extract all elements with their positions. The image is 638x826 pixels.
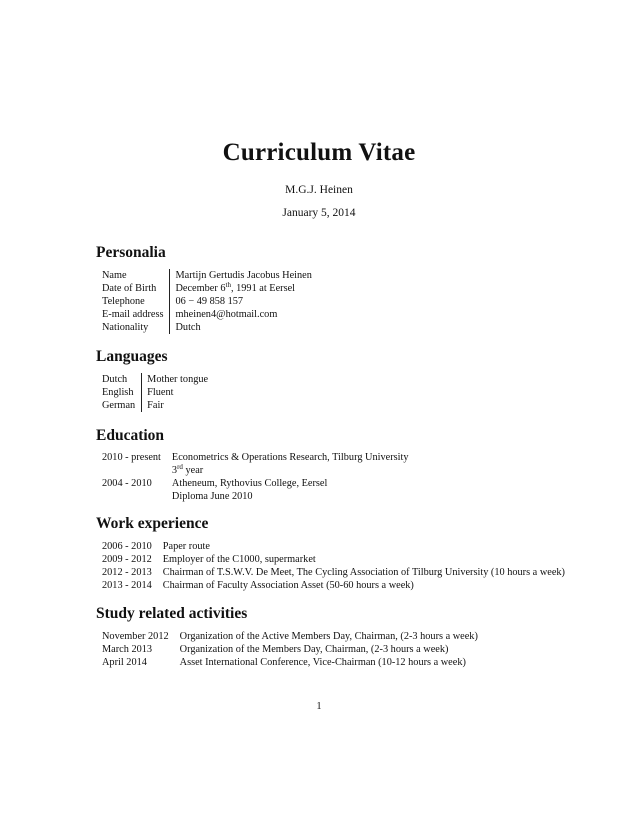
section-heading: Work experience [96, 515, 209, 532]
row-value: Dutch [170, 321, 312, 334]
row-value: Martijn Gertudis Jacobus Heinen [170, 269, 312, 282]
row-value [170, 282, 312, 295]
table-row [102, 477, 409, 490]
study-table [102, 630, 478, 669]
section-heading: Education [96, 427, 165, 444]
section-languages [96, 348, 208, 412]
section-work-experience [96, 515, 565, 592]
author-name: M.G.J. Heinen [285, 184, 353, 196]
row-value: Employer of the C1000, supermarket [162, 554, 316, 566]
table-row [102, 269, 312, 282]
row-value: Fluent [142, 386, 208, 399]
value-text: December 6 [175, 283, 226, 295]
table-row [102, 643, 478, 656]
row-value: Diploma June 2010 [171, 491, 253, 503]
row-value: Paper route [162, 541, 210, 552]
table-row [102, 321, 312, 334]
section-heading: Personalia [96, 244, 166, 261]
personalia-table [102, 269, 312, 334]
table-row [102, 399, 208, 412]
table-row [102, 540, 565, 553]
document-title: Curriculum Vitae [222, 139, 416, 166]
value-text: , 1991 at Eersel [230, 283, 296, 295]
row-value: mheinen4@hotmail.com [170, 308, 312, 321]
section-heading: Study related activities [96, 605, 248, 622]
row-label: 2013 - 2014 [102, 580, 152, 592]
row-label: 2010 - present [102, 452, 161, 463]
row-label: 2012 - 2013 [102, 567, 152, 579]
row-value: Econometrics & Operations Research, Tilburg University [171, 452, 409, 463]
row-value: Chairman of T.S.W.V. De Meet, The Cycling Association of Tilburg University (10 hours a week) [162, 567, 565, 579]
row-label: 2004 - 2010 [102, 478, 152, 490]
row-label: Date of Birth [102, 283, 157, 295]
section-education [96, 427, 409, 503]
value-text: 3 [171, 465, 178, 477]
table-row [102, 566, 565, 579]
table-row [102, 308, 312, 321]
row-value: Asset International Conference, Vice-Chairman (10-12 hours a week) [179, 657, 466, 669]
table-row [102, 464, 409, 477]
row-label: German [102, 400, 136, 412]
table-row [102, 386, 208, 399]
row-value: Chairman of Faculty Association Asset (50-60 hours a week) [162, 580, 414, 592]
table-row [102, 295, 312, 308]
table-row [102, 490, 409, 503]
row-value: Organization of the Active Members Day, Chairman, (2-3 hours a week) [179, 631, 478, 642]
row-label: March 2013 [102, 644, 153, 656]
work-table [102, 540, 565, 592]
table-row [102, 373, 208, 386]
table-row [102, 553, 565, 566]
table-row [102, 656, 478, 669]
row-value: Organization of the Members Day, Chairman, (2-3 hours a week) [179, 644, 449, 656]
row-label: 2006 - 2010 [102, 541, 152, 552]
table-row [102, 579, 565, 592]
row-label: 2009 - 2012 [102, 554, 152, 566]
value-superscript: rd [177, 463, 183, 472]
row-label: Telephone [102, 296, 145, 308]
row-label: English [102, 387, 134, 399]
row-label: Name [102, 270, 127, 281]
table-row [102, 630, 478, 643]
page-number: 1 [316, 701, 322, 712]
value-superscript: th [225, 281, 231, 290]
row-label: E-mail address [102, 309, 164, 321]
languages-table [102, 373, 208, 412]
section-personalia [96, 244, 312, 334]
row-label: November 2012 [102, 631, 169, 642]
row-value: 06 − 49 858 157 [170, 295, 312, 308]
row-value: Mother tongue [142, 373, 208, 386]
row-value [167, 464, 409, 477]
row-label: April 2014 [102, 657, 147, 669]
value-text: year [182, 465, 204, 477]
row-value: Fair [142, 399, 208, 412]
education-table [102, 451, 409, 503]
section-study-activities [96, 605, 478, 669]
table-row [102, 451, 409, 464]
document-date: January 5, 2014 [282, 207, 356, 219]
table-row [102, 282, 312, 295]
row-value: Atheneum, Rythovius College, Eersel [171, 478, 328, 490]
section-heading: Languages [96, 348, 168, 365]
row-label [102, 490, 167, 503]
row-label: Dutch [102, 374, 128, 385]
row-label [102, 464, 167, 477]
row-label: Nationality [102, 322, 149, 334]
